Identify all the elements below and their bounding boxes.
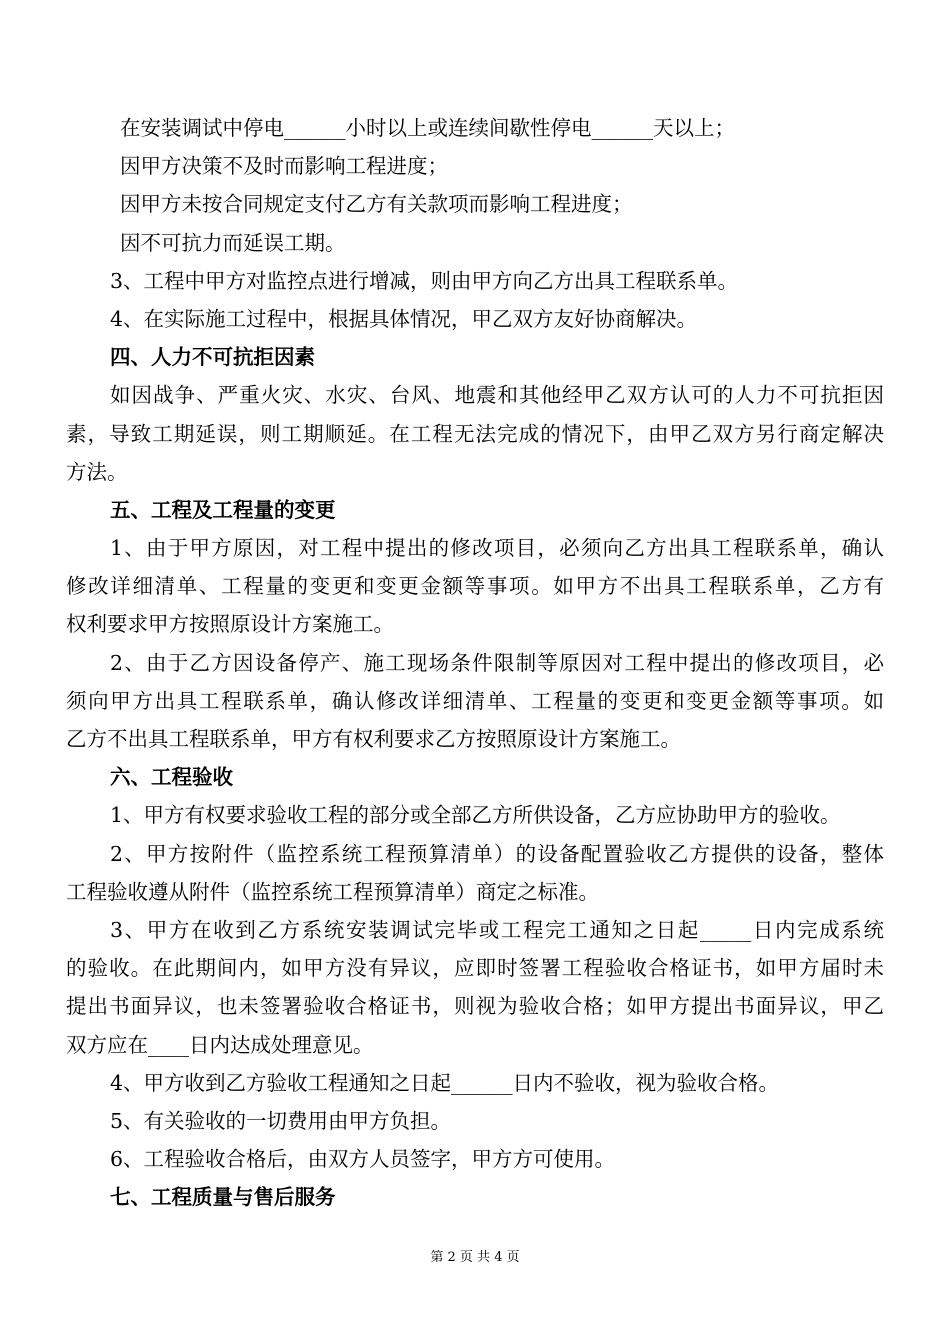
section-heading: 七、工程质量与售后服务 xyxy=(110,1185,336,1210)
section-heading: 六、工程验收 xyxy=(110,765,233,790)
section-heading: 五、工程及工程量的变更 xyxy=(110,497,336,522)
text-line: 因甲方未按合同规定支付乙方有关款项而影响工程进度； xyxy=(120,192,633,217)
text-line: 权利要求甲方按照原设计方案施工。 xyxy=(66,612,394,637)
text-line: 5、有关验收的一切费用由甲方负担。 xyxy=(110,1108,452,1133)
text-line: 因甲方决策不及时而影响工程进度； xyxy=(120,154,448,179)
text-line: 方法。 xyxy=(66,459,128,484)
text-line: 素，导致工期延误，则工期顺延。在工程无法完成的情况下，由甲乙双方另行商定解决 xyxy=(66,421,884,446)
text-line: 因不可抗力而延误工期。 xyxy=(120,230,346,255)
text-line: 2、由于乙方因设备停产、施工现场条件限制等原因对工程中提出的修改项目，必 xyxy=(110,650,884,675)
text-line: 2、甲方按附件（监控系统工程预算清单）的设备配置验收乙方提供的设备，整体 xyxy=(110,841,884,866)
text-line: 6、工程验收合格后，由双方人员签字，甲方方可使用。 xyxy=(110,1147,616,1172)
text-line: 乙方不出具工程联系单，甲方有权利要求乙方按照原设计方案施工。 xyxy=(66,727,681,751)
text-line: 修改详细清单、工程量的变更和变更金额等事项。如甲方不出具工程联系单，乙方有 xyxy=(66,574,884,599)
text-line: 提出书面异议，也未签署验收合格证书，则视为验收合格；如甲方提出书面异议，甲乙 xyxy=(66,994,884,1019)
document-body xyxy=(66,109,884,1216)
text-line: 1、甲方有权要求验收工程的部分或全部乙方所供设备，乙方应协助甲方的验收。 xyxy=(110,803,841,828)
text-line: 双方应在____日内达成处理意见。 xyxy=(66,1032,374,1057)
text-line: 在安装调试中停电______小时以上或连续间歇性停电______天以上； xyxy=(120,116,735,140)
page-footer: 第 2 页 共 4 页 xyxy=(430,1250,520,1265)
text-line: 如因战争、严重火灾、水灾、台风、地震和其他经甲乙双方认可的人力不可抗拒因 xyxy=(110,383,884,408)
text-line: 3、工程中甲方对监控点进行增减，则由甲方向乙方出具工程联系单。 xyxy=(110,268,739,293)
text-line: 须向甲方出具工程联系单，确认修改详细清单、工程量的变更和变更金额等事项。如 xyxy=(66,688,884,713)
section-heading: 四、人力不可抗拒因素 xyxy=(110,345,315,370)
text-line: 4、甲方收到乙方验收工程通知之日起______日内不验收，视为验收合格。 xyxy=(110,1070,780,1095)
text-line: 3、甲方在收到乙方系统安装调试完毕或工程完工通知之日起_____日内完成系统 xyxy=(110,917,884,942)
text-line: 工程验收遵从附件（监控系统工程预算清单）商定之标准。 xyxy=(66,879,599,904)
text-line: 4、在实际施工过程中，根据具体情况，甲乙双方友好协商解决。 xyxy=(110,306,698,331)
text-line: 的验收。在此期间内，如甲方没有异议，应即时签署工程验收合格证书，如甲方届时未 xyxy=(66,956,884,981)
text-line: 1、由于甲方原因，对工程中提出的修改项目，必须向乙方出具工程联系单，确认 xyxy=(110,536,884,561)
